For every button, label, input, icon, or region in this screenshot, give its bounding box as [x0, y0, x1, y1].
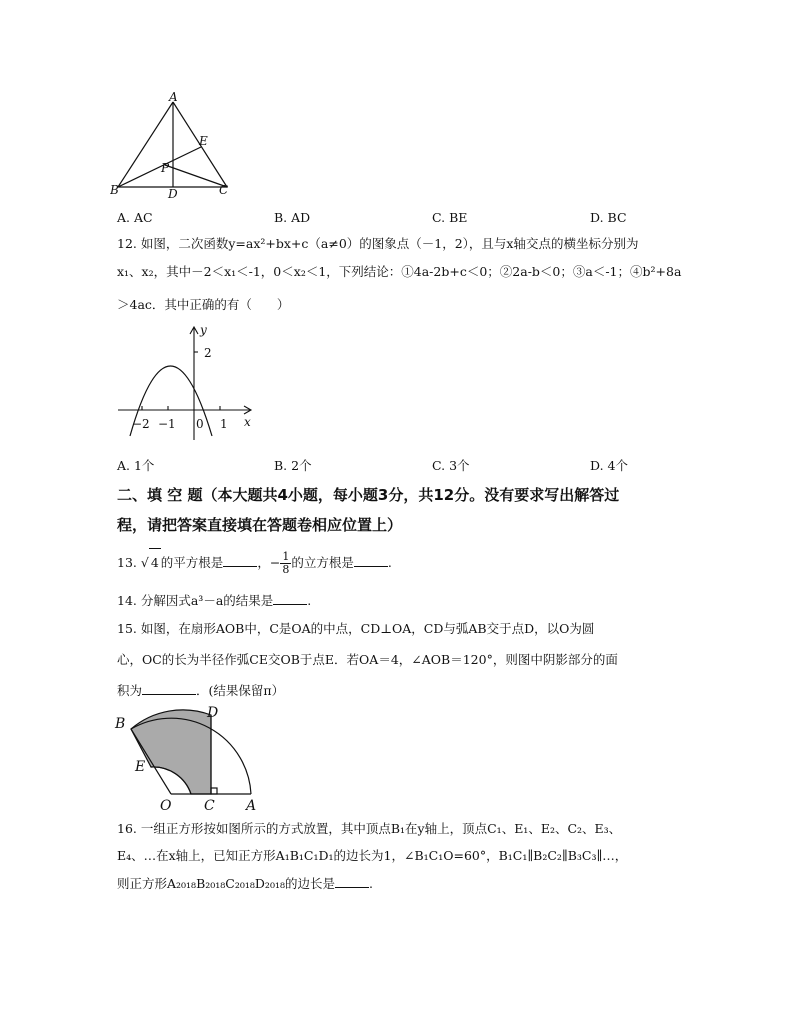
q12-line2: x₁、x₂，其中－2＜x₁＜-1，0＜x₂＜1，下列结论：①4a-2b+c＜0；②2a-b＜0；③a＜-1；④b²+8a — [117, 264, 682, 279]
label-A: A — [246, 798, 257, 814]
q14-blank[interactable] — [273, 592, 307, 605]
q11-option-b: B. AD — [274, 210, 311, 225]
tick-2: 2 — [204, 346, 212, 360]
q16-blank[interactable] — [335, 875, 369, 888]
q13 — [117, 548, 392, 577]
q15-line3-a: 积为 — [117, 683, 143, 698]
label-B: B — [110, 183, 119, 197]
label-D: D — [168, 187, 178, 198]
q12-line3: ＞4ac．其中正确的有（ ） — [117, 297, 290, 312]
label-B: B — [115, 716, 126, 732]
label-C: C — [204, 798, 215, 814]
q13-sqrt-arg: 4 — [149, 548, 161, 577]
q16-line1: 16. 一组正方形按如图所示的方式放置，其中顶点B₁在y轴上，顶点C₁、E₁、E₂、C₂、E₃、 — [117, 821, 622, 836]
axis-x-label: x — [244, 415, 251, 429]
q16-line3 — [117, 875, 373, 893]
q15-line1: 15. 如图，在扇形AOB中，C是OA的中点，CD⊥OA，CD与弧AB交于点D，以O为圆 — [117, 621, 595, 636]
q13-fraction: $\frac{1}{8}$ — [282, 550, 290, 576]
tick-neg2: −2 — [132, 417, 150, 431]
q13-part1: 的平方根是 — [160, 555, 224, 570]
section2-heading-line2: 程，请把答案直接填在答题卷相应位置上） — [117, 516, 403, 534]
label-C: C — [219, 183, 229, 197]
triangle-figure — [110, 90, 240, 198]
q12-option-b: B. 2个 — [274, 458, 312, 473]
q11-option-c: C. BE — [432, 210, 468, 225]
label-E: E — [199, 134, 208, 148]
axis-y-label: y — [200, 323, 207, 337]
q16-line3-a: 则正方形A₂₀₁₈B₂₀₁₈C₂₀₁₈D₂₀₁₈的边长是 — [117, 876, 335, 891]
q14-text: 14. 分解因式a³－a的结果是 — [117, 593, 274, 608]
q12-option-a: A. 1个 — [117, 458, 155, 473]
q14-end: . — [307, 593, 312, 608]
q13-blank2[interactable] — [354, 554, 388, 567]
q13-part2: 的立方根是 — [291, 555, 354, 570]
q11-option-a: A. AC — [117, 210, 153, 225]
parabola-figure — [112, 322, 262, 444]
q13-end: . — [387, 555, 392, 570]
q15-line3 — [117, 682, 284, 700]
q13-sep: ， — [257, 555, 270, 570]
q15-line3-b: ．(结果保留π） — [196, 683, 285, 698]
q16-line3-b: . — [368, 876, 373, 891]
q14 — [117, 592, 311, 610]
q15-line2: 心，OC的长为半径作弧CE交OB于点E．若OA＝4，∠AOB＝120°，则图中阴影部分的面 — [117, 652, 618, 667]
label-D: D — [207, 705, 219, 721]
label-E: E — [135, 759, 146, 775]
sector-figure — [112, 703, 272, 815]
section2-heading-line1: 二、填 空 题（本大题共4小题，每小题3分，共12分。没有要求写出解答过 — [117, 486, 620, 504]
q13-minus: − — [269, 555, 281, 570]
q11-option-d: D. BC — [590, 210, 627, 225]
sqrt-symbol: √ — [140, 555, 149, 570]
label-A: A — [169, 90, 178, 104]
label-O: O — [160, 798, 172, 814]
q12-option-d: D. 4个 — [590, 458, 628, 473]
q15-blank[interactable] — [142, 682, 196, 695]
tick-1: 1 — [220, 417, 228, 431]
q13-number: 13. — [117, 555, 137, 570]
label-P: P — [161, 161, 170, 175]
q12-line1: 12. 如图，二次函数y=ax²+bx+c（a≠0）的图象点（－1，2），且与x轴交点的横坐标分别为 — [117, 236, 639, 251]
tick-0: 0 — [196, 417, 204, 431]
q16-line2: E₄、…在x轴上，已知正方形A₁B₁C₁D₁的边长为1，∠B₁C₁O=60°，B₁C₁∥B₂C₂∥B₃C₃∥…， — [117, 848, 628, 863]
q12-option-c: C. 3个 — [432, 458, 470, 473]
tick-neg1: −1 — [158, 417, 176, 431]
q13-blank1[interactable] — [223, 554, 257, 567]
